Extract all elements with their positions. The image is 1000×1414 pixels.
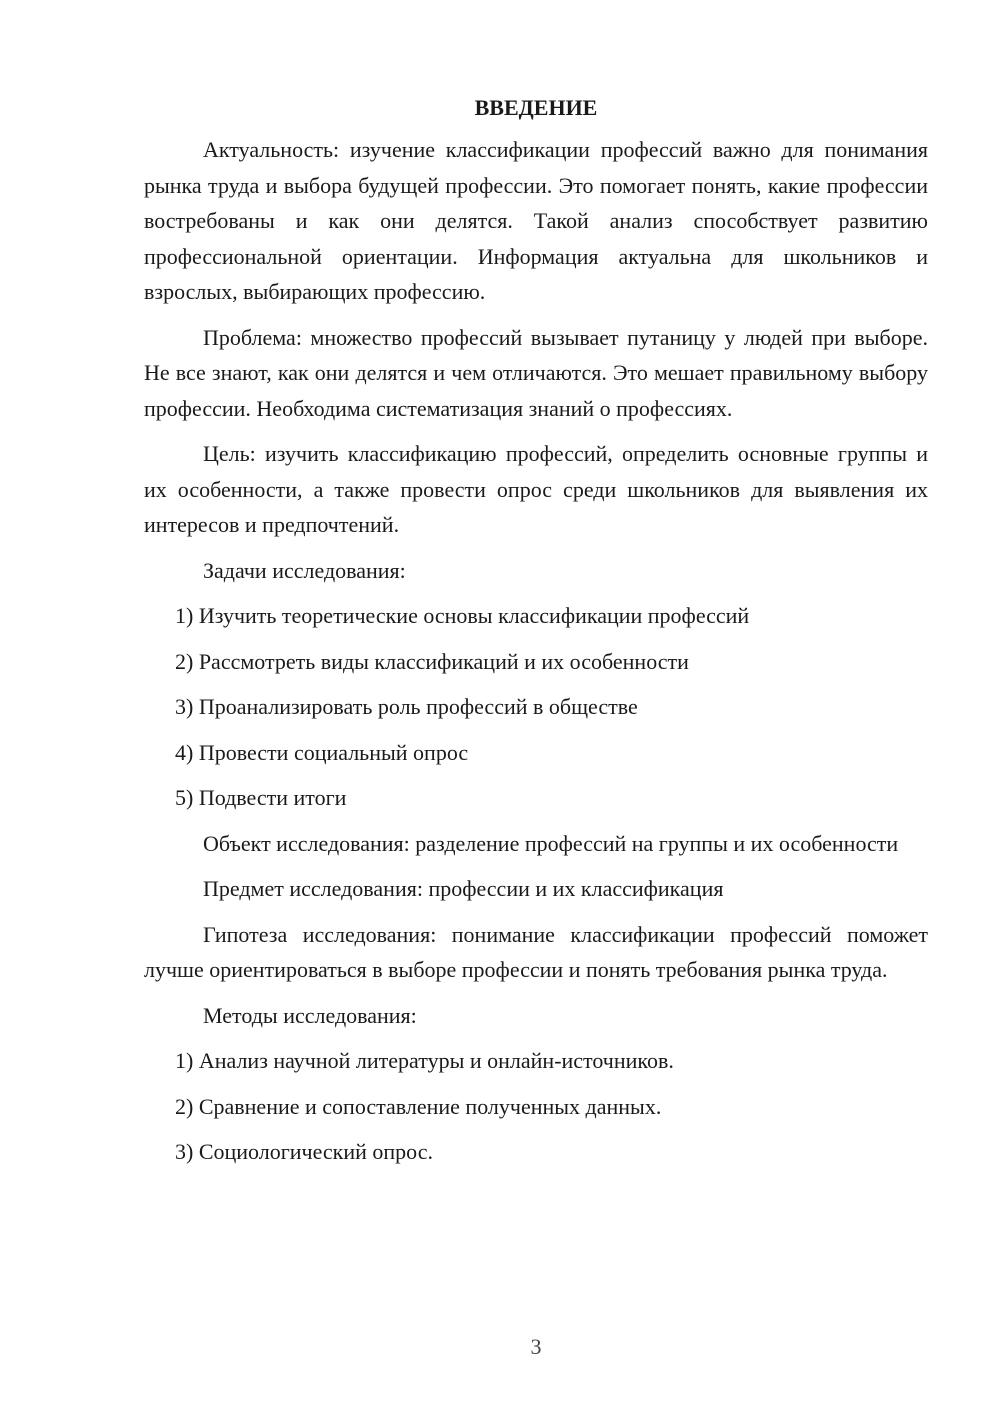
tasks-heading: Задачи исследования: [203, 557, 406, 583]
document-page [144, 90, 928, 1180]
goal-paragraph: Цель: изучить классификацию профессий, определить основные группы и их особенности, а также провести опрос среди школьников для выявления их интересов и предпочтений. [144, 441, 928, 537]
list-item: 2) Рассмотреть виды классификаций и их особенности [175, 648, 689, 674]
subject-paragraph: Предмет исследования: профессии и их классификация [203, 876, 724, 901]
methods-heading: Методы исследования: [203, 1002, 417, 1028]
list-item: 3) Проанализировать роль профессий в обществе [175, 694, 638, 719]
problem-paragraph: Проблема: множество профессий вызывает путаницу у людей при выборе. Не все знают, как они делятся и чем отличаются. Это мешает правильному выбору профессии. Необходима систематизация знаний о профессиях. [144, 324, 928, 421]
list-item: 5) Подвести итоги [175, 785, 347, 810]
methods-list [144, 1043, 928, 1170]
relevance-paragraph: Актуальность: изучение классификации профессий важно для понимания рынка труда и выбора будущей профессии. Это помогает понять, какие профессии востребованы и как они делятся. Такой анализ способствует развитию профессиональной ориентации. Информация актуальна для школьников и взрослых, выбирающих профессию. [144, 137, 928, 304]
tasks-list [144, 598, 928, 816]
object-paragraph: Объект исследования: разделение профессий на группы и их особенности [203, 830, 899, 856]
list-item: 2) Сравнение и сопоставление полученных данных. [175, 1093, 662, 1119]
list-item: 1) Изучить теоретические основы классификации профессий [175, 603, 750, 628]
list-item: 4) Провести социальный опрос [175, 739, 469, 765]
list-item: 1) Анализ научной литературы и онлайн-источников. [175, 1048, 674, 1073]
page-number: 3 [530, 1334, 542, 1359]
page-title: ВВЕДЕНИЕ [474, 95, 598, 120]
hypothesis-paragraph: Гипотеза исследования: понимание классификации профессий поможет лучше ориентироваться в выборе профессии и понять требования рынка труда. [144, 921, 928, 982]
list-item: 3) Социологический опрос. [175, 1139, 433, 1164]
